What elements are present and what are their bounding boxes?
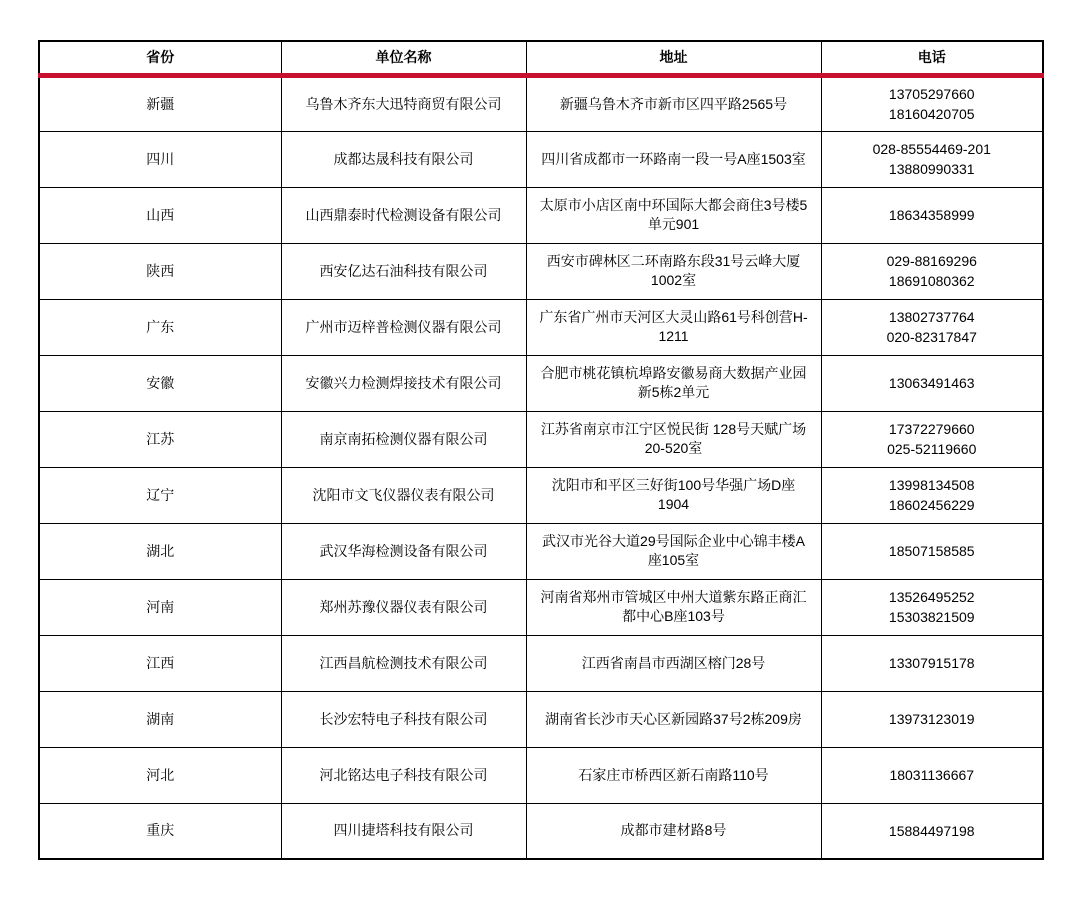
table-row <box>39 467 1043 523</box>
cell-company: 郑州苏豫仪器仪表有限公司 <box>281 579 526 635</box>
cell-address: 武汉市光谷大道29号国际企业中心锦丰楼A座105室 <box>526 523 821 579</box>
cell-phone <box>821 635 1043 691</box>
cell-company: 长沙宏特电子科技有限公司 <box>281 691 526 747</box>
cell-province: 辽宁 <box>39 467 281 523</box>
cell-address: 河南省郑州市管城区中州大道紫东路正商汇都中心B座103号 <box>526 579 821 635</box>
cell-company: 武汉华海检测设备有限公司 <box>281 523 526 579</box>
phone-number: 17372279660 <box>888 421 975 437</box>
cell-province: 新疆 <box>39 75 281 131</box>
table-header <box>39 41 1043 75</box>
cell-province: 江苏 <box>39 411 281 467</box>
cell-company: 广州市迈梓普检测仪器有限公司 <box>281 299 526 355</box>
cell-address: 西安市碑林区二环南路东段31号云峰大厦1002室 <box>526 243 821 299</box>
table-row <box>39 635 1043 691</box>
cell-address: 沈阳市和平区三好街100号华强广场D座1904 <box>526 467 821 523</box>
cell-phone <box>821 131 1043 187</box>
cell-phone <box>821 243 1043 299</box>
phone-number: 029-88169296 <box>886 253 977 269</box>
cell-phone <box>821 691 1043 747</box>
cell-company: 四川捷塔科技有限公司 <box>281 803 526 859</box>
cell-company: 河北铭达电子科技有限公司 <box>281 747 526 803</box>
phone-number: 18691080362 <box>888 273 975 289</box>
cell-phone <box>821 187 1043 243</box>
phone-number: 15303821509 <box>888 609 975 625</box>
table-row <box>39 411 1043 467</box>
cell-address: 合肥市桃花镇杭埠路安徽易商大数据产业园新5栋2单元 <box>526 355 821 411</box>
table-row <box>39 579 1043 635</box>
cell-phone <box>821 523 1043 579</box>
phone-number: 13063491463 <box>888 375 975 391</box>
phone-number: 13880990331 <box>888 161 975 177</box>
cell-address: 江西省南昌市西湖区榕门28号 <box>526 635 821 691</box>
cell-company: 安徽兴力检测焊接技术有限公司 <box>281 355 526 411</box>
cell-phone <box>821 803 1043 859</box>
cell-province: 陕西 <box>39 243 281 299</box>
cell-address: 江苏省南京市江宁区悦民街 128号天赋广场20-520室 <box>526 411 821 467</box>
phone-number: 020-82317847 <box>886 329 977 345</box>
cell-province: 湖南 <box>39 691 281 747</box>
phone-number: 13973123019 <box>888 711 975 727</box>
cell-address: 石家庄市桥西区新石南路110号 <box>526 747 821 803</box>
phone-number: 18602456229 <box>888 497 975 513</box>
phone-number: 13998134508 <box>888 477 975 493</box>
cell-province: 江西 <box>39 635 281 691</box>
cell-province: 湖北 <box>39 523 281 579</box>
cell-phone <box>821 579 1043 635</box>
cell-province: 安徽 <box>39 355 281 411</box>
cell-province: 河南 <box>39 579 281 635</box>
header-company: 单位名称 <box>281 41 526 75</box>
cell-address: 湖南省长沙市天心区新园路37号2栋209房 <box>526 691 821 747</box>
contact-table-container <box>38 40 1044 860</box>
phone-number: 13307915178 <box>888 655 975 671</box>
table-row <box>39 299 1043 355</box>
header-address: 地址 <box>526 41 821 75</box>
cell-phone <box>821 355 1043 411</box>
cell-province: 广东 <box>39 299 281 355</box>
table-row <box>39 75 1043 131</box>
cell-company: 西安亿达石油科技有限公司 <box>281 243 526 299</box>
cell-company: 山西鼎泰时代检测设备有限公司 <box>281 187 526 243</box>
phone-number: 028-85554469-201 <box>872 141 991 157</box>
cell-phone <box>821 299 1043 355</box>
cell-province: 山西 <box>39 187 281 243</box>
table-row <box>39 131 1043 187</box>
phone-number: 18634358999 <box>888 207 975 223</box>
cell-company: 江西昌航检测技术有限公司 <box>281 635 526 691</box>
phone-number: 18160420705 <box>888 106 975 122</box>
cell-province: 重庆 <box>39 803 281 859</box>
table-row <box>39 691 1043 747</box>
cell-phone <box>821 747 1043 803</box>
cell-company: 成都达晟科技有限公司 <box>281 131 526 187</box>
cell-company: 南京南拓检测仪器有限公司 <box>281 411 526 467</box>
table-row <box>39 187 1043 243</box>
cell-company: 沈阳市文飞仪器仪表有限公司 <box>281 467 526 523</box>
phone-number: 18507158585 <box>888 543 975 559</box>
phone-number: 15884497198 <box>888 822 975 839</box>
cell-address: 新疆乌鲁木齐市新市区四平路2565号 <box>526 75 821 131</box>
cell-phone <box>821 75 1043 131</box>
table-body <box>39 75 1043 859</box>
cell-province: 河北 <box>39 747 281 803</box>
cell-phone <box>821 467 1043 523</box>
cell-phone <box>821 411 1043 467</box>
cell-address: 四川省成都市一环路南一段一号A座1503室 <box>526 131 821 187</box>
phone-number: 13705297660 <box>888 86 975 102</box>
table-row <box>39 803 1043 859</box>
phone-number: 025-52119660 <box>887 441 977 457</box>
table-row <box>39 243 1043 299</box>
table-row <box>39 355 1043 411</box>
cell-company: 乌鲁木齐东大迅特商贸有限公司 <box>281 75 526 131</box>
phone-number: 13802737764 <box>888 309 975 325</box>
header-phone: 电话 <box>821 41 1043 75</box>
cell-province: 四川 <box>39 131 281 187</box>
table-row <box>39 747 1043 803</box>
table-row <box>39 523 1043 579</box>
contact-table <box>38 40 1044 860</box>
header-row <box>39 41 1043 75</box>
phone-number: 13526495252 <box>888 589 975 605</box>
cell-address: 太原市小店区南中环国际大都会商住3号楼5单元901 <box>526 187 821 243</box>
cell-address: 成都市建材路8号 <box>526 803 821 859</box>
phone-number: 18031136667 <box>889 767 975 783</box>
cell-address: 广东省广州市天河区大灵山路61号科创营H-1211 <box>526 299 821 355</box>
header-province: 省份 <box>39 41 281 75</box>
